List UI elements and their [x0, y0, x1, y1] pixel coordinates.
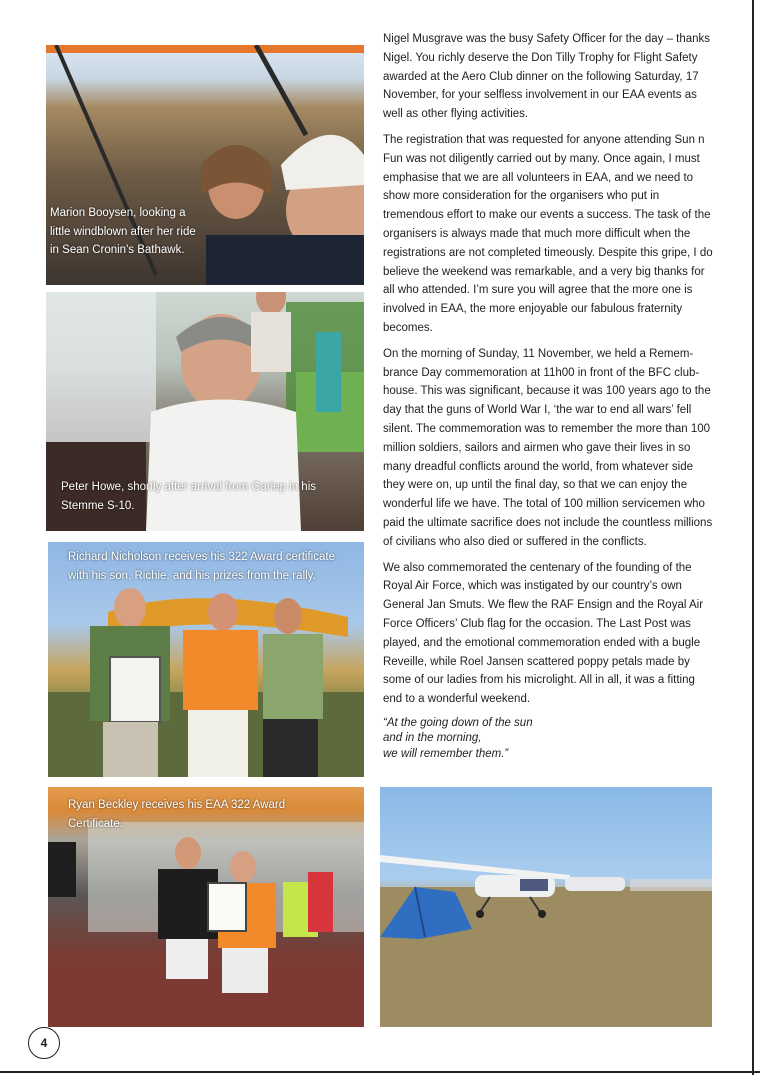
photo-microlight-passenger — [46, 45, 364, 285]
photo-caption: Richard Nicholson receives his 322 Award certificate with his son, Richie, and his prizes from the rally. — [68, 551, 335, 582]
quote-line: we will remember them.” — [383, 747, 509, 760]
page-border-bottom — [0, 1071, 760, 1073]
article-paragraph: The registration that was requested for anyone attending Sun n Fun was not diligently carried out by many. Once again, I must emphasise that we are all volunteers in EAA, and we need to show more consideration for the organisers who put in tremendous effort to make our events a success. The task of the organisers is always made that much more difficult when the registrations are not completed timeously. Despite this gripe, I do believe the weekend was remarkable, and a very big thanks for all who attended. I’m sure you will agree that the more one is involved in EAA, the more enjoyable our fabulous fraternity becomes. — [383, 133, 713, 334]
page-border-right — [752, 0, 754, 1075]
article-paragraph: On the morning of Sunday, 11 November, we held a Remem-brance Day commemoration at 11h00 in front of the BFC club-house. This was significant, because it was 100 years ago to the day that the guns of World War I, ‘the war to end all wars’ fell silent. The commemoration was to remember the more than 100 million soldiers, sailors and airmen who gave their lives in so many dreadful conflicts around the world, from whatever side they were on, up until the final day, so that we can enjoy the wonderful life we have. The total of 100 million servicemen who paid the ultimate sacrifice does not include the countless millions of civilians who also died or suffered in the conflicts. — [383, 347, 713, 548]
photo-aircraft-and-tent — [380, 787, 712, 1027]
quote-line: and in the morning, — [383, 732, 482, 745]
article-paragraph: Nigel Musgrave was the busy Safety Officer for the day – thanks Nigel. You richly deserve the Don Tilly Trophy for Flight Safety awarded at the Aero Club dinner on the following Saturday, 17 November, for your selfless involvement in our EAA events as well as other flying activities. — [383, 33, 711, 121]
photo-caption: Ryan Beckley receives his EAA 322 Award Certificate. — [68, 799, 286, 830]
photo-caption: Marion Booysen, looking a little windblown after her ride in Sean Cronin's Bathawk. — [50, 207, 196, 256]
quote-line: “At the going down of the sun — [383, 716, 533, 729]
article-text — [383, 30, 713, 762]
page-number: 4 — [28, 1027, 60, 1059]
photo-airfield-illustration — [380, 787, 712, 1027]
closing-quote — [383, 716, 713, 763]
photo-peter-howe — [46, 292, 364, 531]
photo-richard-nicholson — [48, 542, 364, 777]
photo-caption: Peter Howe, shortly after arrival from Gariep in his Stemme S-10. — [61, 481, 317, 512]
photo-ryan-beckley — [48, 787, 364, 1027]
article-paragraph: We also commemorated the centenary of the founding of the Royal Air Force, which was instigated by our country’s own General Jan Smuts. We flew the RAF Ensign and the Royal Air Force Officers’ Club flag for the occasion. The Last Post was played, and the emotional commemoration ended with a bugle Reveille, while Roel Jansen scattered poppy petals made by some of our ladies from his microlight. All in all, it was a fitting end to a wonderful weekend. — [383, 561, 704, 706]
